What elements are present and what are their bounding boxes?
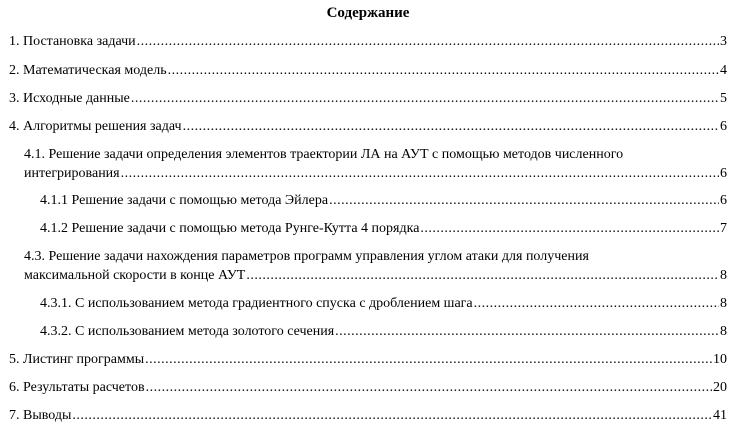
toc-entry-label: 4.1.1 Решение задачи с помощью метода Эйлера — [40, 193, 329, 208]
toc-entry-label: 4.3.1. С использованием метода градиентного спуска с дроблением шага — [40, 296, 473, 311]
toc-leader-dots — [168, 61, 719, 80]
toc-entry-label: 2. Математическая модель — [9, 63, 167, 78]
toc-entry[interactable] — [9, 350, 727, 369]
toc-entry-label: 4. Алгоритмы решения задач — [9, 119, 182, 134]
toc-entry[interactable] — [40, 322, 727, 341]
toc-entry-label-line1: 4.3. Решение задачи нахождения параметров программ управления углом атаки для получения — [24, 249, 589, 264]
toc-entry-label-line2: интегрирования — [24, 166, 120, 181]
toc-entry-label: 1. Постановка задачи — [9, 34, 136, 49]
toc-leader-dots — [329, 191, 719, 210]
toc-leader-dots — [146, 378, 712, 397]
toc-entry-label-line2: максимальной скорости в конце АУТ — [24, 268, 246, 283]
toc-entry[interactable] — [9, 406, 727, 425]
toc-title: Содержание — [326, 5, 410, 21]
toc-leader-dots — [420, 219, 719, 238]
toc-entry-label: 3. Исходные данные — [9, 91, 130, 106]
toc-entry[interactable] — [9, 117, 727, 136]
toc-leader-dots — [137, 32, 719, 51]
toc-leader-dots — [335, 322, 719, 341]
toc-page-number: 6 — [720, 166, 727, 181]
toc-entry-label: 4.3.2. С использованием метода золотого сечения — [40, 324, 335, 339]
toc-entry[interactable] — [9, 61, 727, 80]
toc-entry-label: 5. Листинг программы — [9, 352, 145, 367]
toc-page-number: 5 — [720, 91, 727, 106]
toc-entry[interactable] — [40, 191, 727, 210]
toc-leader-dots — [183, 117, 719, 136]
toc-page-number: 6 — [720, 193, 727, 208]
toc-page-number: 20 — [713, 380, 727, 395]
toc-page-number: 7 — [720, 221, 727, 236]
toc-entry[interactable] — [40, 294, 727, 313]
toc-page-number: 3 — [720, 34, 727, 49]
toc-page-number: 10 — [713, 352, 727, 367]
toc-entry-label: 4.1.2 Решение задачи с помощью метода Рунге-Кутта 4 порядка — [40, 221, 420, 236]
toc-leader-dots — [131, 89, 719, 108]
toc-entry[interactable] — [9, 378, 727, 397]
toc-entry[interactable] — [24, 145, 727, 183]
toc-entry[interactable] — [9, 32, 727, 51]
toc-entry-label: 7. Выводы — [9, 408, 72, 423]
toc-entry[interactable] — [24, 247, 727, 285]
toc-page-number: 6 — [720, 119, 727, 134]
toc-entry-label: 6. Результаты расчетов — [9, 380, 145, 395]
toc-leader-dots — [145, 350, 712, 369]
toc-entry[interactable] — [9, 89, 727, 108]
toc-leader-dots — [121, 164, 719, 183]
toc-leader-dots — [246, 266, 719, 285]
toc-page-number: 8 — [720, 296, 727, 311]
toc-leader-dots — [72, 406, 712, 425]
toc-entry[interactable] — [40, 219, 727, 238]
toc-page-number: 8 — [720, 268, 727, 283]
toc-page-number: 4 — [720, 63, 727, 78]
toc-page-number: 8 — [720, 324, 727, 339]
toc-entry-label-line1: 4.1. Решение задачи определения элементов траектории ЛА на АУТ с помощью методов численного — [24, 147, 624, 162]
toc-page-number: 41 — [713, 408, 727, 423]
toc-leader-dots — [474, 294, 719, 313]
